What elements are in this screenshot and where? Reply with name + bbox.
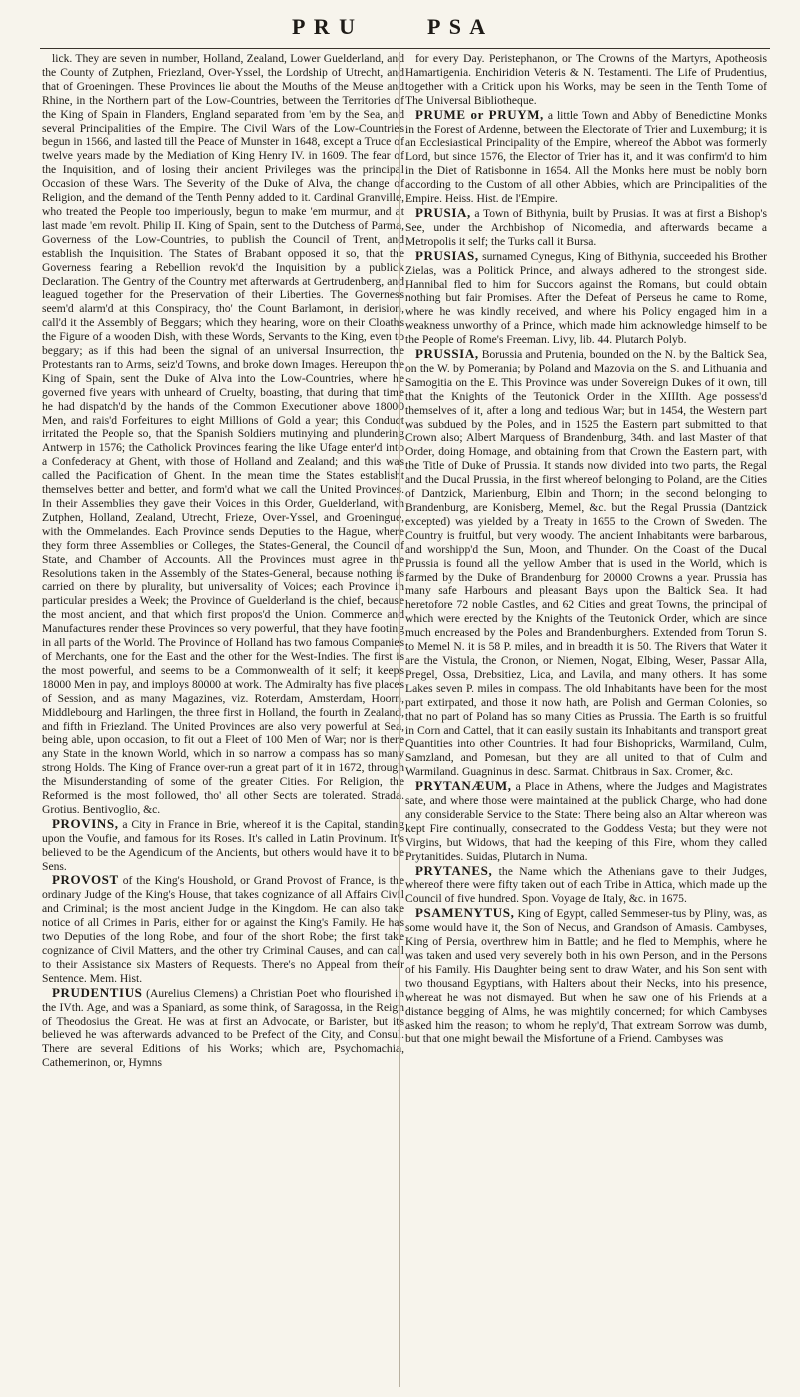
entry-prusias [405, 249, 767, 347]
entry-prytanaeum [405, 779, 767, 863]
entry-text: King of Egypt, called Semmeser-tus by Pliny, was, as some would have it, the Son of Necus, and Grandson of Amasis. Cambyses, King of Persia, overthrew him in Battle; and he fled to Memphis, where he was taken and used very severely both in his own Person, and in the Persons of his Family. His Daughter being sent to draw Water, and his Son sent with two thousand Egyptians, with Halters about their Necks, into his presence, whereat he was not dismayed. But when he saw one of his Friends at a distance begging of Alms, he was mightily concerned; for which Cambyses asked him the reason; to whom he reply'd, That extream Sorrow was dumb, but that one might bewail the Misfortune of a Friend. Cambyses was [405, 907, 767, 1046]
entry-text: Borussia and Prutenia, bounded on the N. by the Baltick Sea, on the W. by Pomerania; by Poland and Mazovia on the S. and Lithuania and Samogitia on the E. This Province was under Sovereign Dukes of it own, till that the Knights of the Teutonick Order in the XIIIth. Age possess'd themselves of it, after a long and tedious War; but in 1454, the Western part was subdued by the Poles, and in 1525 the Eastern part submitted to that Crown also; Albert Marquess of Brandenburg, 34th. and last Master of that Order, doing Homage, and obtaining from that Crown the Eastern part, with the Title of Duke of Prussia. It stands now divided into two parts, the Regal and the Ducal Prussia, in the first whereof belonging to Poland, are the Cities of Dantzick, Marienburg, Elbin and Thorn; in the second belonging to Brandenburg, are Konisberg, Memel, &c. but the Regal Prussia (Dantzick excepted) was yielded by a Treaty in 1655 to the Crown of Sweden. The Country is fruitful, but very woody. The ancient Inhabitants were barbarous, and worshipp'd the Sun, Moon, and Thunder. On the Coast of the Ducal Prussia is found all the yellow Amber that is used in the World, which is farmed by the Duke of Brandenburg for 20000 Crowns a year. Prussia has many safe Harbours and pleasant Bays upon the Baltick Sea. It had heretofore 72 noble Castles, and 62 Cities and great Towns, the principal of which were erected by the Knights of the Teutonick Order, which are since much encreased by the Poles and Brandenburghers. Extended from Torun S. to Memel N. it is 58 P. miles, and in breadth it is 50. The Rivers that Water it are the Vistula, the Cronon, or Niemen, Nogat, Elbing, Weser, Passar Alla, Pregel, Ossa, Drebsitiez, Lica, and Lavila, and many others. It has some Lakes seven P. miles in compass. The old Inhabitants have been for the most part extirpated, and those it now hath, are Polish and German Colonies, so that no part of Poland has so many Cities as Prussia. The Earth is so fruitful in Corn and Cattel, that it can easily sustain its Inhabitants and transport great Quantities into other Countries. It had four Bishopricks, Warmiland, Culm, Samzland, and Pomesan, but they are all united to that of Culm and Warmiland. Guagninus in desc. Sarmat. Chitbraus in Sax. Cromer, &c. [405, 348, 767, 779]
entry-headword: PRUDENTIUS [52, 984, 143, 1000]
entry-prytanes [405, 864, 767, 907]
running-head-right: P S A [427, 14, 488, 39]
entry-headword: PRUSIA, [415, 204, 471, 220]
running-head-left: P R U [292, 14, 357, 39]
entry-provins [42, 817, 404, 874]
entry-prudentius-continued: for every Day. Peristephanon, or The Crowns of the Martyrs, Apotheosis Hamartigenia. Enchiridion Veteris & N. Testamenti. The Life of Prudentius, together with a Critick upon his Works, may be seen in the Tenth Tome of The Universal Bibliotheque. [405, 52, 767, 107]
entry-headword: PSAMENYTUS, [415, 905, 515, 921]
left-column [42, 52, 404, 1387]
entry-text: a Town of Bithynia, built by Prusias. It was at first a Bishop's See, under the Archbishop of Nicomedia, and afterwards became a Metropolis it self; the Turks call it Bursa. [405, 206, 767, 248]
right-column [405, 52, 767, 1387]
entry-text: a Place in Athens, where the Judges and Magistrates sate, and where those were maintained at the publick Charge, who had done any considerable Service to the State: There being also an Altar whereon was kept Fire continually, consecrated to the Goddess Vesta; but they were not Virgins, but Widows, that had the keeping of this Fire, whom they called Prytanitides. Suidas, Plutarch in Numa. [405, 780, 767, 863]
entry-text: surnamed Cynegus, King of Bithynia, succeeded his Brother Zielas, was a Politick Prince, and always adhered to the strongest side. Hannibal fled to him for Succors against the Romans, but could obtain nothing but fair Promises. After the Defeat of Perseus he came to Rome, where he was kindly received, and where his Policy engaged him in a weakness unworthy of a Prince, which made him acknowledge himself to be the People of Rome's Freeman. Livy, lib. 44. Plutarch Polyb. [405, 249, 767, 347]
running-head [0, 10, 800, 50]
entry-prussia [405, 347, 767, 779]
column-divider [399, 52, 400, 1387]
entry-headword: PRUME or PRUYM, [415, 106, 544, 122]
entry-headword: PRYTANES, [415, 862, 493, 878]
entry-headword: PRYTANÆUM, [415, 778, 512, 794]
entry-text: (Aurelius Clemens) a Christian Poet who flourished in the IVth. Age, and was a Spaniard, as some think, of Saragossa, in the Reign of Theodosius the Great. He was at first an Advocate, or Barister, but its believed he was afterwards advanced to be Prefect of the City, and Consul. There are several Editions of his Works; which are, Psychomachia, Cathemerinon, or, Hymns [42, 986, 404, 1070]
entry-text: of the King's Houshold, or Grand Provost of France, is the ordinary Judge of the King's House, that takes cognizance of all Affairs Civil and Criminal; is the most ancient Judge in the Kingdom. He can also take notice of all Crimes in Paris, either for or against the King's Family. He has two Deputies of the long Robe, and four of the short Robe; the first take cognizance of Civil Matters, and the other try Criminal Causes, and can call to their Assistance six Masters of Requests. There's no Appeal from their Sentence. Mem. Hist. [42, 874, 404, 985]
entry-psamenytus [405, 906, 767, 1046]
entry-text: the Name which the Athenians gave to their Judges, whereof there were fifty taken out of each Tribe in Attica, which made up the Council of five hundred. Spon. Voyage de Italy, &c. in 1675. [405, 864, 767, 906]
entry-prusia [405, 206, 767, 249]
entry-united-provinces-continued: lick. They are seven in number, Holland, Zealand, Lower Guelderland, and the County of Zutphen, Friezland, Over-Yssel, the Lordship of Utrecht, and that of Groeningen. These Provinces lie about the Mouths of the Meuse and Rhine, in the Northern part of the Low-Countries, between the Territories of the King of Spain in Flanders, England separated from 'em by the Sea, and several Principalities of the Empire. The Civil Wars of the Low-Countries begun in 1566, and lasted till the Peace of Munster in 1648, except a Truce of twelve years made by the Mediation of King Henry IV. in 1609. The fear of the Inquisition, and of losing their ancient Privileges was the principal Occasion of these Wars. The Severity of the Duke of Alva, the change of Religion, and the demand of the Tenth Penny added to it. Cardinal Granville, who treated the People too imperiously, begun to make 'em murmur, and at last made 'em revolt. Philip II. King of Spain, sent to the Dutchess of Parma, Governess of the Low-Countries, to publish the Council of Trent, and establish the Inquisition. The States of Brabant opposed it so, that the Governess fearing a Rebellion revok'd the Inquisition by a publick Declaration. The Gentry of the Country met afterwards at Gertrudenberg, and leagued together for the Preservation of their Liberties. The Governess seem'd alarm'd at this Conspiracy, tho' the Count Barlamont, in derision, call'd it the Assembly of Beggars; which they hearing, wore on their Cloaths the Figure of a wooden Dish, with these Words, Servants to the King, even to beggary; as if this had been the signal of an universal Insurrection, the Protestants ran to Arms, seiz'd Towns, and broke down Images. Hereupon the King of Spain, sent the Duke of Alva into the Low-Countries, where he governed five years with unheard of Cruelty, boasting, that during that time he had dispatch'd by the hands of the Common Executioner above 18000 Men, and rais'd Forfeitures to eight Millions of Gold a year; this Conduct irritated the People so, that the Spanish Soldiers mutinying and plundering Antwerp in 1576; the Catholick Provinces fearing the like Ufage enter'd into a Confederacy at Ghent, with those of Holland and Zealand; and this was called the Pacification of Ghent. In the mean time the States establisht themselves better and better, and form'd what we call the United Provinces. In their Assemblies they gave their Voices in this Order, Guelderland, with Zutphen, Holland, Zealand, Utrecht, Frieze, Over-Yssel, and Groeningue, with the Ommelandes. Each Province sends Deputies to the Hague, where they form three Assemblies or Colleges, the States-General, the Council of State, and Chamber of Accounts. All the Provinces must agree in the Resolutions taken in the Assembly of the States-General, because nothing is carried on there by plurality, but universality of Voices; each Province in particular presides a Week; the Province of Guelderland is the chief, because the most ancient, and that which first propos'd the Union. Commerce and Manufactures render these Provinces so very powerful, that they have footing in all parts of the World. The Province of Holland has two famous Companies of Merchants, one for the East and the other for the West-Indies. The first is the most powerful, and seems to be a Commonwealth of it self; it keeps 18000 Men in pay, and imploys 80000 at work. The Admiralty has five places of Session, and as many Magazines, viz. Roterdam, Amsterdam, Hoorn, Middlebourg and Harlingen, the three first in Holland, the fourth in Zealand, and fifth in Friezland. The United Provinces are also very powerful at Sea, being able, upon occasion, to fit out a Fleet of 100 Men of War; nor is there any State in the known World, which in so narrow a compass has so many strong Holds. The King of France over-run a great part of it in 1672, through the Misunderstanding of some of the greater Cities. For Religion, the Reformed is the most followed, tho' all other Sects are tolerated. Strada. Grotius. Bentivoglio, &c. [42, 52, 404, 816]
entry-provost [42, 873, 404, 985]
entry-headword: PROVOST [52, 872, 119, 888]
entry-prume [405, 108, 767, 206]
entry-prudentius [42, 986, 404, 1070]
entry-text: a City in France in Brie, whereof it is the Capital, standing upon the Voufie, and famous for its Roses. It's called in Latin Provinum. It's believed to be the Agendicum of the Ancients, but others would have it to be Sens. [42, 817, 404, 873]
entry-headword: PROVINS, [52, 815, 119, 831]
entry-headword: PRUSIAS, [415, 247, 479, 263]
entry-headword: PRUSSIA, [415, 346, 479, 362]
entry-text: a little Town and Abby of Benedictine Monks in the Forest of Ardenne, between the Electorate of Trier and Luxemburg; it is an Ecclesiastical Principality of the Empire, whereof the Abbot was formerly Lord, but since 1576, the Elector of Trier has it, and it was confirm'd to him in the Diet of Ratisbonne in 1654. All the Monks here must be nobly born according to the Custom of all other Abbies, which are Principalities of the Empire. Heiss. Hist. de l'Empire. [405, 108, 767, 206]
header-rule [40, 48, 770, 49]
